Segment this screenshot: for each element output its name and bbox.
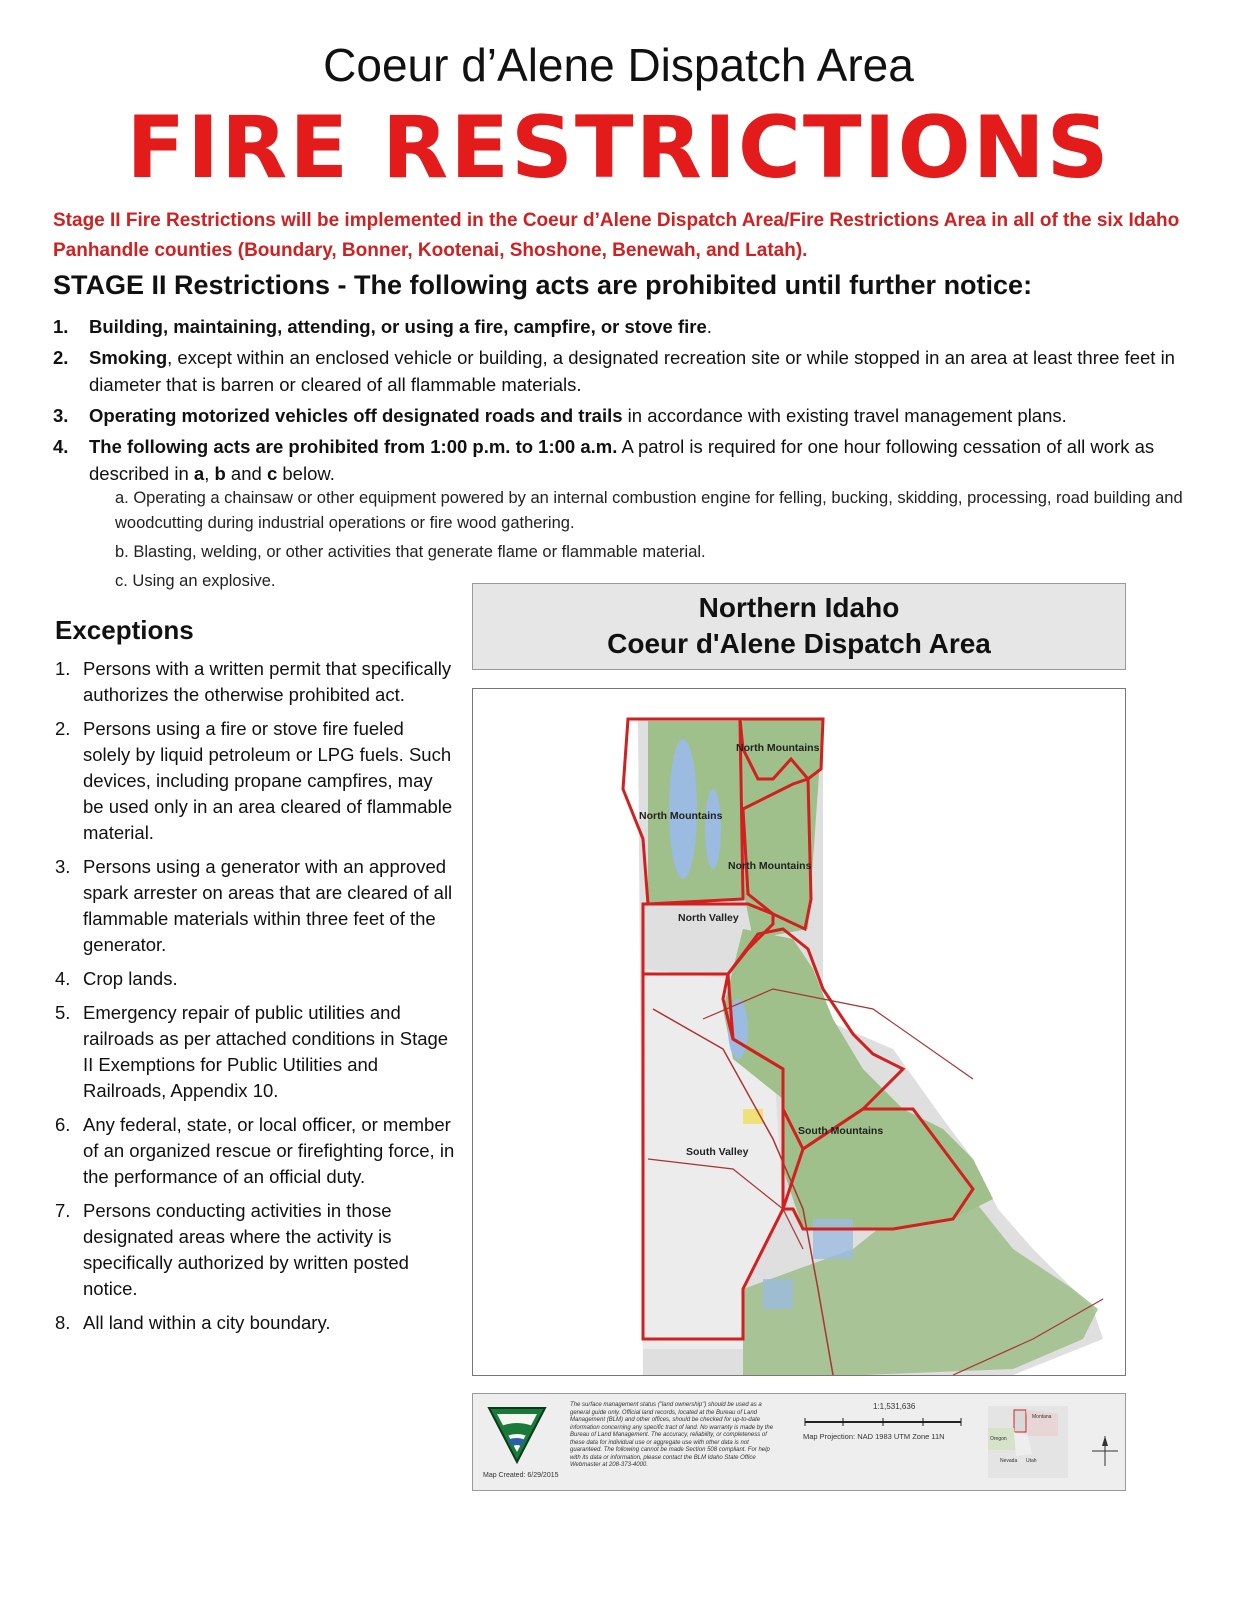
restriction-item <box>53 344 1193 398</box>
map-legend <box>472 1393 1126 1491</box>
intro-notice: Stage II Fire Restrictions will be implemented in the Coeur d’Alene Dispatch Area/Fire Restrictions Area in all of the six Idaho Panhandle counties (Boundary, Bonner, Kootenai, Shoshone, Benewah, and Latah). <box>53 210 1180 261</box>
state-nevada: Nevada <box>1000 1458 1018 1464</box>
item-text: , <box>204 463 215 484</box>
exception-item <box>55 1000 455 1104</box>
item-text: below. <box>277 463 335 484</box>
exceptions-list <box>55 656 455 1344</box>
locator-map <box>988 1406 1068 1478</box>
map-scale: 1:1,531,636 <box>873 1402 916 1411</box>
item-text: Emergency repair of public utilities and railroads as per attached conditions in Stage II Exemptions for Public Utilities and Railroads, Appendix 10. <box>83 1002 449 1101</box>
item-text: Persons using a generator with an approved spark arrester on areas that are cleared of all flammable materials within three feet of the generator. <box>83 856 453 955</box>
state-oregon: Oregon <box>990 1436 1007 1442</box>
item-text: , except within an enclosed vehicle or building, a designated recreation site or while stopped in an area at least three feet in diameter that is barren or cleared of all flammable materials. <box>89 347 1175 395</box>
exceptions-heading: Exceptions <box>55 615 194 645</box>
item-number: 1. <box>53 316 69 337</box>
item-text: Persons using a fire or stove fire fueled solely by liquid petroleum or LPG fuels. Such devices, including propane campfires, may be used only in an area cleared of flammable material. <box>83 718 453 843</box>
item-bold: Building, maintaining, attending, or using a fire, campfire, or stove fire <box>89 316 707 337</box>
north-arrow-icon <box>1090 1434 1120 1468</box>
item-bold: Smoking <box>89 347 168 368</box>
exception-item <box>55 966 455 992</box>
sub-item-b: b. Blasting, welding, or other activities that generate flame or flammable material. <box>115 543 706 561</box>
exception-item <box>55 716 455 846</box>
zone-label-north-mountains-2: North Mountains <box>639 810 723 822</box>
page-title: FIRE RESTRICTIONS <box>126 98 1111 198</box>
item-number: 6. <box>55 1114 71 1135</box>
map-title-box <box>472 583 1126 670</box>
state-montana: Montana <box>1032 1414 1052 1420</box>
item-number: 4. <box>53 436 69 457</box>
item-ref-b: b <box>214 463 226 484</box>
dispatch-area-map <box>472 688 1126 1376</box>
item-number: 8. <box>55 1312 71 1333</box>
item-number: 3. <box>55 856 71 877</box>
restrictions-list <box>53 313 1193 491</box>
water-patch <box>813 1219 853 1259</box>
restriction-item <box>53 433 1193 487</box>
item-text: Persons conducting activities in those designated areas where the activity is specifically authorized by written posted notice. <box>83 1200 409 1299</box>
item-ref-c: c <box>266 463 278 484</box>
lake-priest <box>705 789 721 869</box>
map-projection: Map Projection: NAD 1983 UTM Zone 11N <box>803 1432 945 1441</box>
exception-item <box>55 854 455 958</box>
scale-bar <box>803 1416 963 1428</box>
blm-logo <box>487 1406 547 1464</box>
item-ref-a: a <box>193 463 205 484</box>
item-text: All land within a city boundary. <box>83 1312 331 1333</box>
map-title-line2: Coeur d'Alene Dispatch Area <box>607 628 991 659</box>
zone-label-north-valley: North Valley <box>678 912 739 924</box>
restriction-item <box>53 402 1193 429</box>
exception-item <box>55 1310 455 1336</box>
map-disclaimer: The surface management status ("land ownership") should be used as a general guide only. Official land records, located at the Bureau of Land Management (BLM) and other offices, should be checked for up-to-date information concerning any specific tract of land. No warranty is made by the Bureau of Land Management. The accuracy, reliability, or completeness of these data for individual use or aggregate use with other data is not guaranteed. The following cannot be made Section 508 compliant. For help with its data or information, please contact the BLM Idaho State Office Webmaster at 208-373-4000. <box>570 1402 774 1468</box>
exception-item <box>55 1198 455 1302</box>
map-title-line1: Northern Idaho <box>698 592 900 623</box>
item-text: Any federal, state, or local officer, or member of an organized rescue or firefighting force, in the performance of an official duty. <box>83 1114 455 1187</box>
item-text: and <box>225 463 267 484</box>
zone-label-north-mountains-3: North Mountains <box>728 860 812 872</box>
item-bold: The following acts are prohibited from 1:00 p.m. to 1:00 a.m. <box>89 436 618 457</box>
restriction-item <box>53 313 1193 340</box>
map-graphic <box>473 689 1125 1375</box>
item-text: in accordance with existing travel management plans. <box>622 405 1067 426</box>
zone-label-south-valley: South Valley <box>686 1146 749 1158</box>
state-utah: Utah <box>1026 1458 1037 1464</box>
sub-items-list <box>115 486 1195 598</box>
stage-heading: STAGE II Restrictions - The following acts are prohibited until further notice: <box>53 270 1033 300</box>
item-number: 2. <box>55 718 71 739</box>
lake-pend-oreille <box>669 739 697 879</box>
item-text: Persons with a written permit that specifically authorizes the otherwise prohibited act. <box>83 658 452 705</box>
zone-label-south-mountains: South Mountains <box>798 1125 884 1137</box>
item-text: . <box>706 316 712 337</box>
item-number: 7. <box>55 1200 71 1221</box>
item-text: Crop lands. <box>83 968 178 989</box>
item-bold: Operating motorized vehicles off designated roads and trails <box>89 405 623 426</box>
exception-item <box>55 1112 455 1190</box>
sub-item-a: a. Operating a chainsaw or other equipment powered by an internal combustion engine for felling, bucking, skidding, processing, road building and woodcutting during industrial operations or fire wood gathering. <box>115 489 1183 532</box>
sub-item-c: c. Using an explosive. <box>115 572 276 590</box>
zone-label-north-mountains-1: North Mountains <box>736 742 820 754</box>
item-number: 2. <box>53 347 69 368</box>
item-number: 4. <box>55 968 71 989</box>
item-number: 3. <box>53 405 69 426</box>
item-number: 1. <box>55 658 71 679</box>
page-subtitle: Coeur d’Alene Dispatch Area <box>323 39 914 91</box>
water-patch <box>763 1279 793 1309</box>
item-number: 5. <box>55 1002 71 1023</box>
map-created-date: Map Created: 6/29/2015 <box>483 1472 559 1479</box>
item-text: A patrol is required for one hour following cessation of all work as described in <box>89 436 1155 484</box>
exception-item <box>55 656 455 708</box>
